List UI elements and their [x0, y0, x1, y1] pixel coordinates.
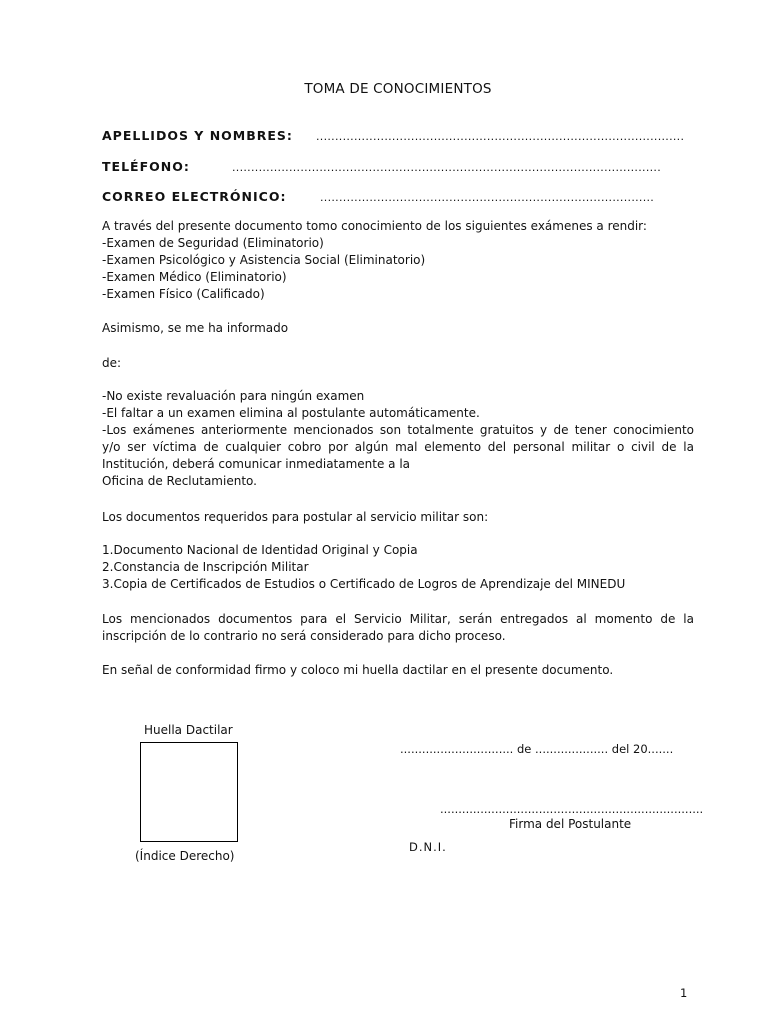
- name-label: APELLIDOS Y NOMBRES:: [102, 128, 293, 143]
- email-dots: ........................................................................................: [320, 191, 655, 204]
- note-line: Oficina de Reclutamiento.: [102, 474, 257, 488]
- page-number: 1: [680, 986, 688, 1000]
- dni-label: D.N.I.: [409, 840, 447, 854]
- exam-item: -Examen de Seguridad (Eliminatorio): [102, 236, 324, 250]
- conformity-text: En señal de conformidad firmo y coloco mi huella dactilar en el presente documento.: [102, 663, 614, 677]
- signature-label: Firma del Postulante: [509, 817, 632, 831]
- phone-dots: .................................................................................................................: [232, 161, 662, 174]
- note-paragraph: [102, 422, 694, 490]
- exam-item: -Examen Psicológico y Asistencia Social (Eliminatorio): [102, 253, 426, 267]
- doc-item: 3.Copia de Certificados de Estudios o Certificado de Logros de Aprendizaje del MINEDU: [102, 577, 626, 591]
- exam-item: -Examen Físico (Calificado): [102, 287, 265, 301]
- fingerprint-label: Huella Dactilar: [144, 723, 233, 737]
- note-item: -No existe revaluación para ningún examen: [102, 389, 365, 403]
- delivery-line: Los mencionados documentos para el Servicio Militar, serán entregados al momento de la: [102, 612, 694, 626]
- note-line: y/o ser víctima de cualquier cobro por algún mal elemento del personal militar o civil de la: [102, 440, 694, 454]
- note-line: Institución, deberá comunicar inmediatamente a la: [102, 457, 411, 471]
- email-label: CORREO ELECTRÓNICO:: [102, 189, 287, 204]
- note-item: -El faltar a un examen elimina al postulante automáticamente.: [102, 406, 480, 420]
- intro-text: A través del presente documento tomo conocimiento de los siguientes exámenes a rendir:: [102, 219, 647, 233]
- informed-text-cont: de:: [102, 356, 122, 370]
- date-line: ............................... de .................... del 20.......: [400, 742, 674, 756]
- docs-intro: Los documentos requeridos para postular al servicio militar son:: [102, 510, 489, 524]
- doc-item: 2.Constancia de Inscripción Militar: [102, 560, 309, 574]
- informed-text: Asimismo, se me ha informado: [102, 321, 289, 335]
- exam-item: -Examen Médico (Eliminatorio): [102, 270, 287, 284]
- phone-label: TELÉFONO:: [102, 159, 190, 174]
- document-title: TOMA DE CONOCIMIENTOS: [304, 81, 492, 97]
- fingerprint-caption: (Índice Derecho): [135, 849, 235, 863]
- name-dots: .................................................................................................: [316, 130, 685, 143]
- fingerprint-box: [140, 742, 238, 842]
- signature-line: ........................................................................: [440, 802, 704, 816]
- delivery-line: inscripción de lo contrario no será considerado para dicho proceso.: [102, 629, 506, 643]
- doc-item: 1.Documento Nacional de Identidad Original y Copia: [102, 543, 418, 557]
- delivery-paragraph: [102, 611, 694, 645]
- note-line: -Los exámenes anteriormente mencionados son totalmente gratuitos y de tener conocimiento: [102, 423, 694, 437]
